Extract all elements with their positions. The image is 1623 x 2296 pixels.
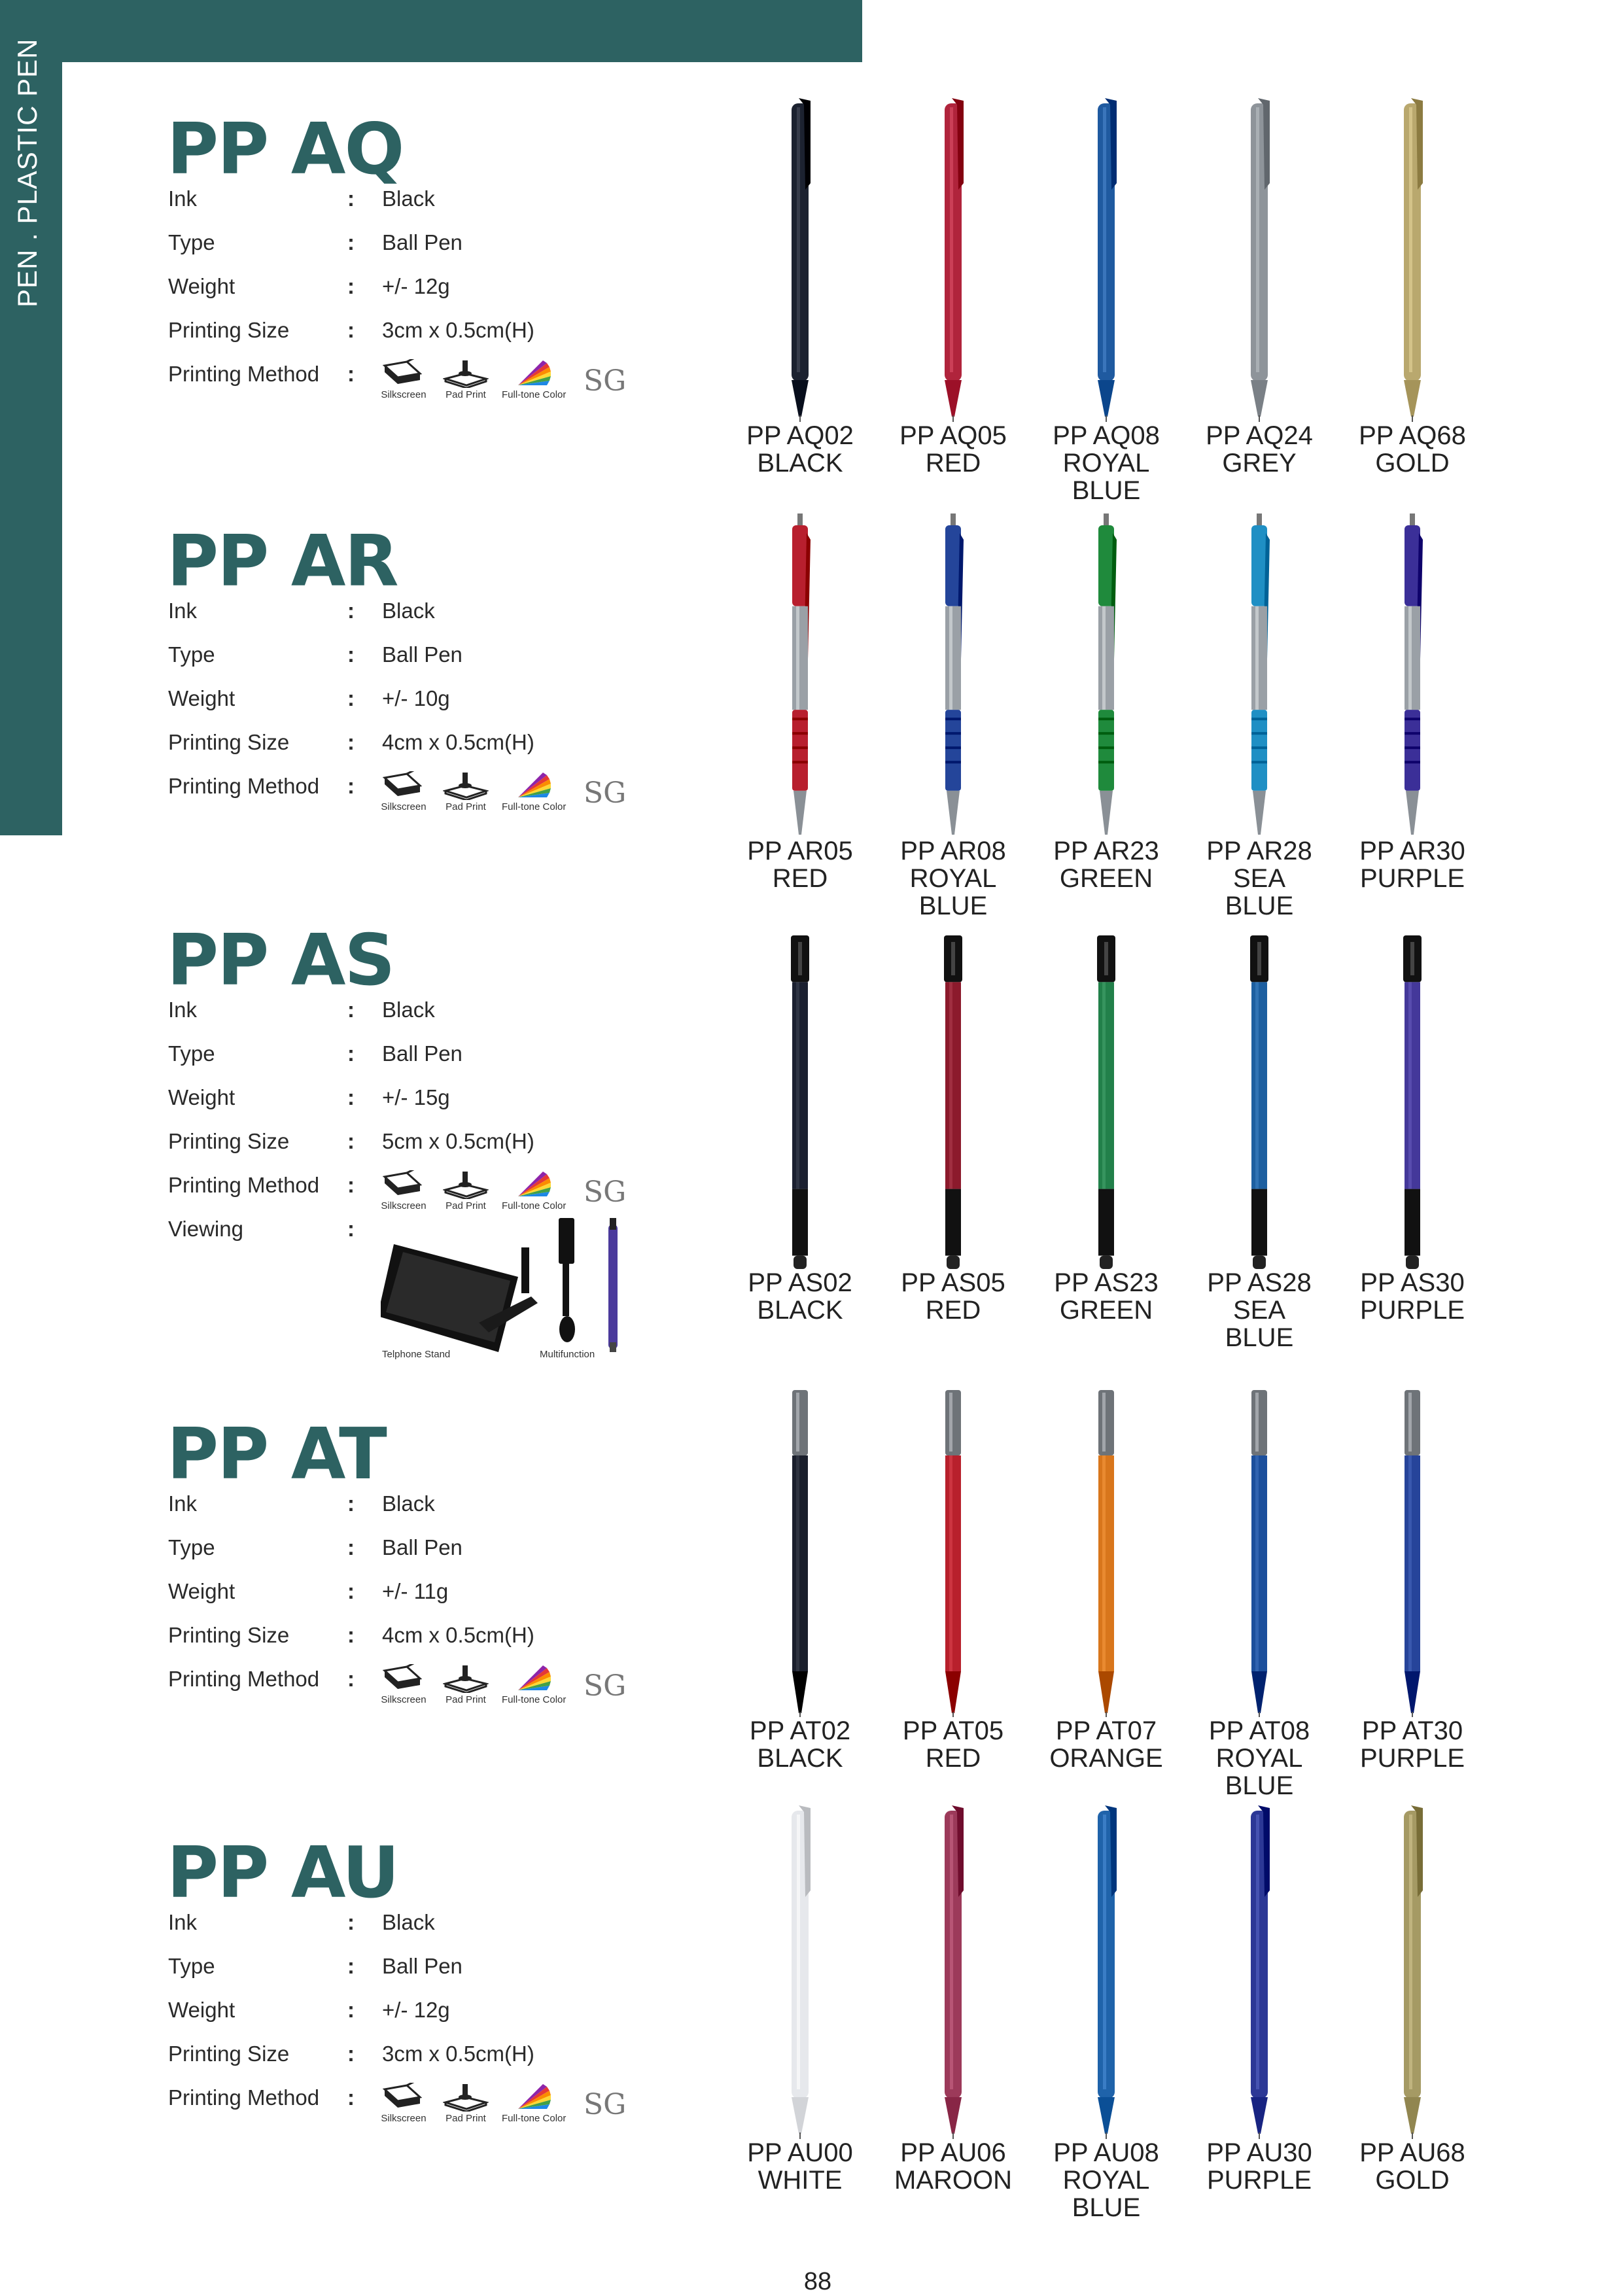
spec-label: Printing Method [168, 1667, 320, 1691]
pen-item [876, 1805, 1030, 2194]
pen-code: PP AT08 ROYAL BLUE [1208, 1716, 1310, 1800]
spec-colon: : [347, 642, 355, 667]
printing-method-icons [381, 359, 655, 405]
spec-label: Ink [168, 186, 198, 211]
pen-image [876, 1805, 1030, 2139]
pen-code: PP AT07 ORANGE [1049, 1716, 1163, 1773]
pen-item [1182, 513, 1336, 920]
spec-value: Ball Pen [382, 642, 462, 667]
full-tone-color-icon [502, 1170, 566, 1199]
sg-mark: SG [584, 1175, 627, 1209]
spec-label: Weight [168, 1579, 236, 1603]
pen-code: PP AS28 SEA BLUE [1207, 1268, 1312, 1352]
silkscreen-caption: Silkscreen [381, 801, 427, 812]
spec-label: Ink [168, 1910, 198, 1934]
spec-colon: : [347, 599, 355, 623]
spec-label: Weight [168, 274, 236, 298]
pen-code: PP AT30 PURPLE [1359, 1716, 1465, 1773]
spec-label: Viewing [168, 1217, 243, 1241]
section-1 [167, 521, 651, 812]
spec-colon: : [347, 318, 355, 342]
spec-label: Ink [168, 998, 198, 1022]
pen-image [1335, 1390, 1490, 1717]
pen-code: PP AR28 SEA BLUE [1206, 837, 1312, 920]
pad-print-caption: Pad Print [445, 2113, 486, 2124]
pen-image [723, 1805, 877, 2139]
pen-code: PP AS02 BLACK [748, 1268, 852, 1325]
section-2 [167, 920, 651, 1360]
spec-colon: : [347, 1667, 355, 1691]
full-tone-color-icon [502, 771, 566, 800]
spec-label: Type [168, 1535, 215, 1559]
spec-label: Printing Size [168, 2042, 290, 2066]
pen-item [876, 935, 1030, 1324]
pen-item [723, 98, 877, 477]
silkscreen-caption: Silkscreen [381, 2113, 427, 2124]
pen-code: PP AQ02 BLACK [746, 421, 854, 478]
pen-code: PP AU00 WHITE [747, 2138, 853, 2195]
spec-colon: : [347, 274, 355, 298]
spec-colon: : [347, 362, 355, 386]
pen-image [1335, 1805, 1490, 2139]
section-title: PP AU [167, 1832, 398, 1914]
pen-code: PP AQ68 GOLD [1359, 421, 1466, 478]
pen-image [876, 1390, 1030, 1717]
pen-code: PP AR08 ROYAL BLUE [900, 837, 1006, 920]
pen-code: PP AT05 RED [902, 1716, 1004, 1773]
pen-item [876, 513, 1030, 920]
pen-code: PP AQ24 GREY [1206, 421, 1313, 478]
pen-item [1182, 98, 1336, 477]
pen-code: PP AU08 ROYAL BLUE [1053, 2138, 1159, 2222]
spec-colon: : [347, 1579, 355, 1603]
silkscreen-icon [381, 359, 427, 388]
pen-image [1029, 513, 1183, 837]
spec-label: Printing Size [168, 318, 290, 342]
sg-mark: SG [584, 776, 627, 810]
spec-value: Black [382, 599, 435, 623]
silkscreen-caption: Silkscreen [381, 1200, 427, 1211]
pen-item [876, 1390, 1030, 1772]
pen-item [1335, 1805, 1490, 2194]
pen-image [876, 935, 1030, 1269]
pen-image [723, 513, 877, 837]
pen-image [876, 98, 1030, 422]
spec-value: Black [382, 998, 435, 1022]
full-tone-color-caption: Full-tone Color [502, 1694, 567, 1705]
pad-print-caption: Pad Print [445, 1200, 486, 1211]
spec-colon: : [347, 686, 355, 710]
pen-image [723, 98, 877, 422]
printing-method-icons [381, 1664, 655, 1710]
printing-method-icons [381, 771, 655, 817]
pad-print-icon [443, 771, 489, 800]
pen-image [1182, 1805, 1336, 2139]
pen-image [1335, 98, 1490, 422]
section-title: PP AT [167, 1414, 386, 1495]
sg-mark: SG [584, 2088, 627, 2121]
spec-colon: : [347, 1998, 355, 2022]
pen-item [1335, 1390, 1490, 1772]
pad-print-icon [443, 1664, 489, 1693]
spec-value: 4cm x 0.5cm(H) [382, 1623, 534, 1647]
spec-label: Printing Method [168, 362, 320, 386]
spec-colon: : [347, 1910, 355, 1934]
pen-item [876, 98, 1030, 477]
silkscreen-icon [381, 1664, 427, 1693]
spec-label: Type [168, 642, 215, 667]
silkscreen-icon [381, 2083, 427, 2112]
full-tone-color-caption: Full-tone Color [502, 2113, 567, 2124]
pen-item [723, 513, 877, 892]
pen-image [1029, 935, 1183, 1269]
pen-item [1029, 1805, 1183, 2221]
section-title: PP AS [167, 920, 394, 1001]
pen-item [1182, 1805, 1336, 2194]
header-band [0, 0, 862, 62]
spec-value: Black [382, 186, 435, 211]
spec-value: +/- 12g [382, 274, 450, 298]
pen-image [1029, 1390, 1183, 1717]
spec-colon: : [347, 730, 355, 754]
pen-item [1182, 1390, 1336, 1800]
section-4 [167, 1832, 651, 2124]
spec-colon: : [347, 1623, 355, 1647]
viewing-image [381, 1218, 629, 1365]
spec-colon: : [347, 230, 355, 254]
multifunction-pen-parts [559, 1218, 618, 1352]
printing-method-icons [381, 2083, 655, 2129]
spec-value: Ball Pen [382, 1954, 462, 1978]
spec-colon: : [347, 2085, 355, 2110]
spec-value: 3cm x 0.5cm(H) [382, 318, 534, 342]
spec-label: Weight [168, 1998, 236, 2022]
spec-value: Ball Pen [382, 1041, 462, 1066]
pen-image [876, 513, 1030, 837]
pad-print-caption: Pad Print [445, 801, 486, 812]
spec-colon: : [347, 186, 355, 211]
spec-label: Ink [168, 1491, 198, 1516]
spec-label: Printing Method [168, 1173, 320, 1197]
pen-code: PP AU30 PURPLE [1206, 2138, 1312, 2195]
full-tone-color-caption: Full-tone Color [502, 389, 567, 400]
pen-image [1182, 98, 1336, 422]
spec-colon: : [347, 1173, 355, 1197]
spec-colon: : [347, 774, 355, 798]
pen-image [1335, 935, 1490, 1269]
pen-item [1029, 98, 1183, 504]
pen-code: PP AU68 GOLD [1359, 2138, 1465, 2195]
spec-label: Ink [168, 599, 198, 623]
pen-item [1182, 935, 1336, 1351]
silkscreen-caption: Silkscreen [381, 1694, 427, 1705]
side-tab-label: PEN . PLASTIC PEN [12, 38, 43, 307]
pen-image [1029, 1805, 1183, 2139]
spec-value: 4cm x 0.5cm(H) [382, 730, 534, 754]
pen-code: PP AT02 BLACK [749, 1716, 851, 1773]
pen-item [723, 935, 877, 1324]
section-3 [167, 1414, 651, 1705]
spec-colon: : [347, 1217, 355, 1241]
sg-mark: SG [584, 1669, 627, 1703]
section-title: PP AR [167, 521, 398, 602]
pen-image [1182, 513, 1336, 837]
spec-colon: : [347, 1535, 355, 1559]
pen-code: PP AS23 GREEN [1054, 1268, 1159, 1325]
pen-code: PP AS30 PURPLE [1359, 1268, 1465, 1325]
sg-mark: SG [584, 364, 627, 398]
pen-item [1335, 98, 1490, 477]
pen-image [1182, 1390, 1336, 1717]
full-tone-color-icon [502, 2083, 566, 2112]
spec-value: 5cm x 0.5cm(H) [382, 1129, 534, 1153]
silkscreen-caption: Silkscreen [381, 389, 427, 400]
pen-image [1335, 513, 1490, 837]
pad-print-icon [443, 2083, 489, 2112]
pen-code: PP AR23 GREEN [1053, 837, 1159, 893]
spec-label: Printing Size [168, 1129, 290, 1153]
full-tone-color-icon [502, 1664, 566, 1693]
printing-method-icons [381, 1170, 655, 1216]
spec-value: Ball Pen [382, 230, 462, 254]
pen-image [723, 1390, 877, 1717]
pen-image [1029, 98, 1183, 422]
spec-label: Weight [168, 686, 236, 710]
pen-image [723, 935, 877, 1269]
pen-code: PP AQ08 ROYAL BLUE [1053, 421, 1160, 505]
telephone-stand-caption: Telphone Stand [382, 1349, 451, 1360]
pen-code: PP AR05 RED [747, 837, 853, 893]
spec-value: +/- 15g [382, 1085, 450, 1109]
pen-item [1029, 513, 1183, 892]
side-tab [0, 0, 62, 835]
spec-colon: : [347, 1129, 355, 1153]
spec-colon: : [347, 1491, 355, 1516]
pad-print-caption: Pad Print [445, 1694, 486, 1705]
spec-colon: : [347, 1954, 355, 1978]
spec-value: 3cm x 0.5cm(H) [382, 2042, 534, 2066]
spec-label: Type [168, 230, 215, 254]
silkscreen-icon [381, 771, 427, 800]
spec-value: Black [382, 1910, 435, 1934]
section-title: PP AQ [167, 109, 404, 190]
spec-label: Type [168, 1041, 215, 1066]
spec-value: +/- 10g [382, 686, 450, 710]
pen-code: PP AU06 MAROON [894, 2138, 1012, 2195]
page-number: 88 [803, 2268, 832, 2295]
pen-code: PP AS05 RED [901, 1268, 1005, 1325]
pen-item [1335, 513, 1490, 892]
full-tone-color-icon [502, 359, 566, 388]
telephone-stand-photo [381, 1244, 538, 1352]
pen-image [1182, 935, 1336, 1269]
spec-label: Printing Size [168, 730, 290, 754]
multifunction-caption: Multifunction [540, 1349, 595, 1360]
spec-label: Type [168, 1954, 215, 1978]
full-tone-color-caption: Full-tone Color [502, 1200, 567, 1211]
full-tone-color-caption: Full-tone Color [502, 801, 567, 812]
spec-label: Printing Method [168, 774, 320, 798]
spec-colon: : [347, 998, 355, 1022]
spec-value: +/- 11g [382, 1579, 449, 1603]
pen-code: PP AQ05 RED [899, 421, 1007, 478]
spec-label: Printing Method [168, 2085, 320, 2110]
spec-label: Weight [168, 1085, 236, 1109]
silkscreen-icon [381, 1170, 427, 1199]
pen-code: PP AR30 PURPLE [1359, 837, 1465, 893]
pen-item [723, 1390, 877, 1772]
pad-print-caption: Pad Print [445, 389, 486, 400]
spec-value: +/- 12g [382, 1998, 450, 2022]
spec-label: Printing Size [168, 1623, 290, 1647]
pen-item [723, 1805, 877, 2194]
section-0 [167, 109, 651, 400]
spec-value: Ball Pen [382, 1535, 462, 1559]
spec-colon: : [347, 1085, 355, 1109]
spec-colon: : [347, 2042, 355, 2066]
pen-item [1029, 935, 1183, 1324]
spec-value: Black [382, 1491, 435, 1516]
pen-item [1029, 1390, 1183, 1772]
spec-colon: : [347, 1041, 355, 1066]
pad-print-icon [443, 1170, 489, 1199]
pad-print-icon [443, 359, 489, 388]
pen-item [1335, 935, 1490, 1324]
